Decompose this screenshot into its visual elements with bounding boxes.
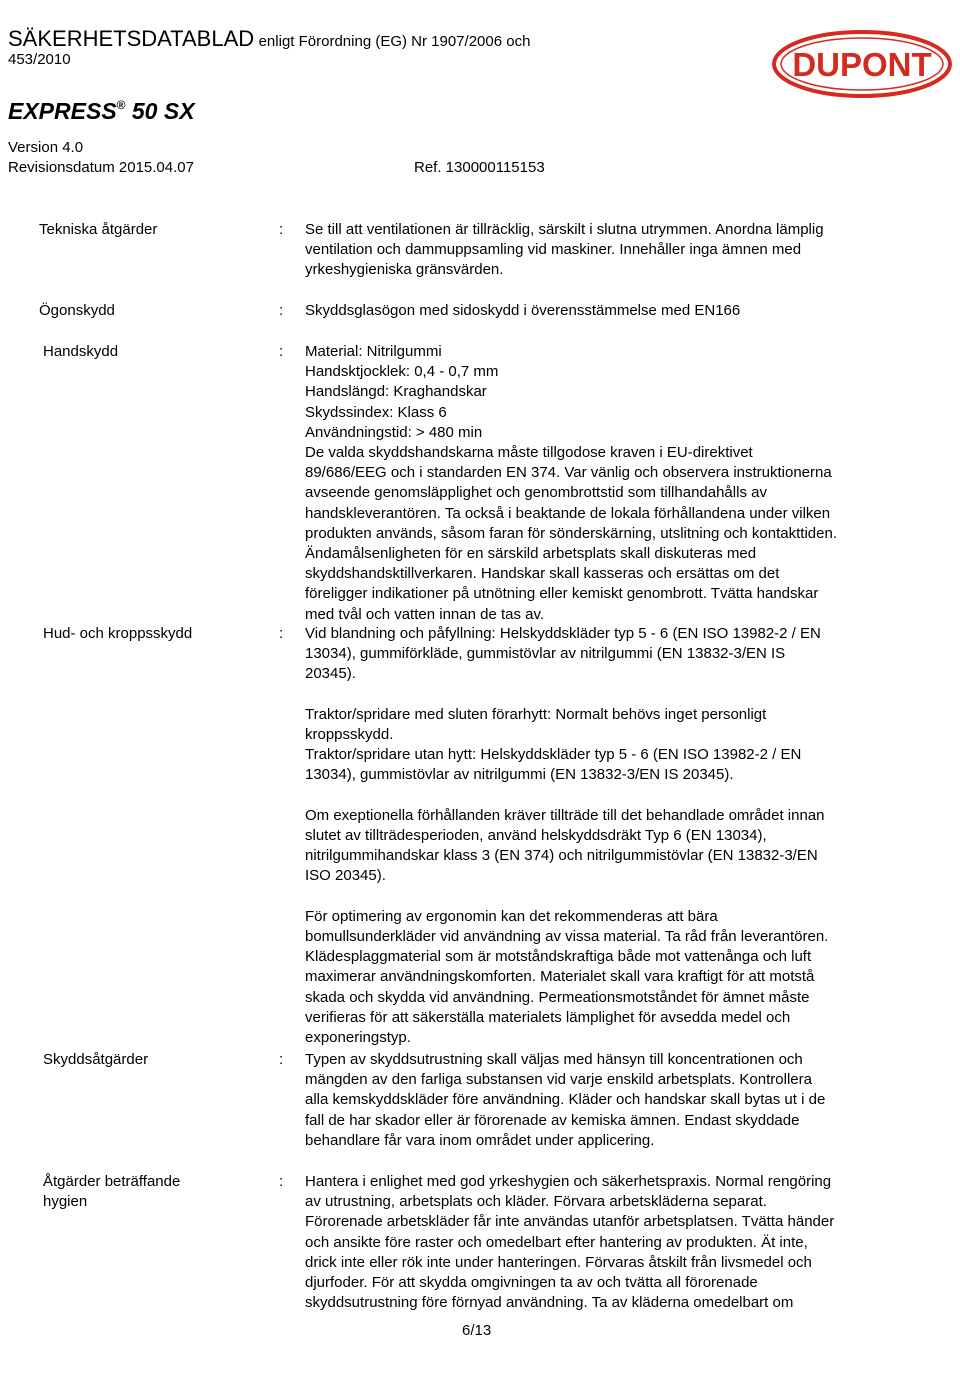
text-line: De valda skyddshandskarna måste tillgodose kraven i EU-direktivet (305, 444, 753, 462)
paragraph (305, 806, 935, 887)
text-line: 13034), gummistövlar av nitrilgummi (EN 13832-3/EN IS 20345). (305, 766, 734, 784)
text-line: Traktor/spridare med sluten förarhytt: Normalt behövs inget personligt (305, 705, 767, 723)
text-line: Handslängd: Kraghandskar (305, 383, 487, 401)
text-line: bomullsunderkläder vid användning av vissa material. Ta råd från leverantören. (305, 928, 829, 945)
product-name (8, 98, 195, 125)
revision-date: Revisionsdatum 2015.04.07 (8, 159, 194, 176)
text-line: djurfoder. För att skydda omgivningen ta av och tvätta all förorenade (305, 1274, 758, 1292)
colon: : (279, 221, 284, 238)
paragraph (305, 907, 935, 1048)
section-value (305, 301, 935, 321)
section-label: Tekniska åtgärder (39, 221, 158, 238)
section-label (43, 1172, 268, 1212)
text-line: För optimering av ergonomin kan det rekommenderas att bära (305, 907, 718, 925)
title-regulation: enligt Förordning (EG) Nr 1907/2006 och (258, 33, 531, 50)
text-line: kroppsskydd. (305, 726, 394, 743)
text-line: Ändamålsenligheten för en särskild arbetsplats skall diskuteras med (305, 545, 757, 563)
paragraph (305, 624, 935, 685)
text-line: verifieras för att säkerställa materialets lämplighet för avsedda medel och (305, 1008, 791, 1026)
text-line: skyddsutrustning före förnyad användning. Ta av kläderna omedelbart om (305, 1294, 794, 1312)
text-line: och ansikte före raster och omedelbart efter hantering av produkten. Ät inte, (305, 1233, 808, 1251)
text-line: Vid blandning och påfyllning: Helskyddskläder typ 5 - 6 (EN ISO 13982-2 / EN (305, 625, 821, 642)
text-line: 13034), gummiförkläde, gummistövlar av nitrilgummi (EN 13832-3/EN IS (305, 645, 786, 663)
text-line: avseende genomsläpplighet och genombrottstid som tillhandahålls av (305, 484, 767, 502)
text-line: föreligger indikationer på utnötning eller kemiskt genombrott. Tvätta handskar (305, 585, 819, 603)
text-line: Skyddsglasögon med sidoskydd i överensstämmelse med EN166 (305, 302, 741, 319)
label-line: hygien (43, 1193, 88, 1211)
text-line: Hantera i enlighet med god yrkeshygien och säkerhetspraxis. Normal rengöring (305, 1173, 832, 1190)
title-regulation-line2: 453/2010 (8, 51, 71, 68)
text-line: exponeringstyp. (305, 1029, 411, 1047)
version: Version 4.0 (8, 139, 84, 156)
text-line: Om exeptionella förhållanden kräver tillträde till det behandlade området innan (305, 806, 825, 824)
text-line: fall de har skador eller är förorenade av kemiska ämnen. Endast skyddade (305, 1111, 800, 1129)
section-value (305, 220, 935, 281)
text-line: behandlare får vara inom området under applicering. (305, 1131, 655, 1149)
text-line: drick inte eller rök inte under hanteringen. Förvaras åtskilt från livsmedel och (305, 1253, 812, 1271)
colon: : (279, 1173, 284, 1190)
text-line: ventilation och dammuppsamling vid maskiner. Innehåller inga ämnen med (305, 241, 802, 259)
text-line: skada och skydda vid användning. Permeationsmotståndet för ämnet måste (305, 988, 810, 1006)
reference-number: Ref. 130000115153 (414, 159, 545, 176)
section-label: Skyddsåtgärder (43, 1051, 149, 1068)
colon: : (279, 343, 284, 360)
label-line: Åtgärder beträffande (43, 1173, 181, 1190)
dupont-logo (770, 28, 954, 100)
title-main: SÄKERHETSDATABLAD (8, 26, 255, 51)
colon: : (279, 302, 284, 319)
section-value (305, 1050, 935, 1151)
text-line: Förorenade arbetskläder får inte användas utanför arbetsplatsen. Tvätta händer (305, 1213, 835, 1231)
text-line: Traktor/spridare utan hytt: Helskyddskläder typ 5 - 6 (EN ISO 13982-2 / EN (305, 746, 802, 764)
section-label: Handskydd (43, 343, 119, 360)
text-line: maximerar användningskomforten. Materialet skall vara kraftigt för att motstå (305, 968, 815, 986)
text-line: Se till att ventilationen är tillräcklig, särskilt i slutna utrymmen. Anordna lämplig (305, 221, 824, 238)
text-line: av utrustning, arbetsplats och kläder. Förvara arbetskläderna separat. (305, 1193, 767, 1211)
text-line: Skydssindex: Klass 6 (305, 403, 447, 421)
text-line: alla kemskyddskläder före användning. Kläder och handskar skall bytas ut i de (305, 1091, 826, 1109)
text-line: Användningstid: > 480 min (305, 423, 483, 441)
paragraph (305, 705, 935, 786)
section-value (305, 342, 935, 625)
text-line: 89/686/EEG och i standarden EN 374. Var vänlig och observera instruktionerna (305, 464, 832, 482)
section-value (305, 1172, 935, 1313)
colon: : (279, 1051, 284, 1068)
section-label: Hud- och kroppsskydd (43, 625, 193, 642)
product-suffix: 50 SX (131, 98, 195, 124)
document-title (8, 26, 530, 52)
section-label: Ögonskydd (39, 302, 115, 319)
text-line: nitrilgummihandskar klass 3 (EN 374) och nitrilgummistövlar (EN 13832-3/EN (305, 847, 818, 865)
text-line: Material: Nitrilgummi (305, 343, 442, 360)
text-line: slutet av tillträdesperioden, använd helskyddsdräkt Typ 6 (EN 13034), (305, 827, 767, 844)
registered-mark: ® (116, 98, 126, 112)
text-line: produkten används, såsom faran för sönderskärning, utslitning och kontakttiden. (305, 524, 837, 542)
page-number: 6/13 (462, 1322, 492, 1339)
text-line: Typen av skyddsutrustning skall väljas med hänsyn till koncentrationen och (305, 1051, 803, 1068)
text-line: handskleverantören. Ta också i beaktande de lokala förhållandena under vilken (305, 504, 831, 522)
section-value (305, 624, 935, 1048)
text-line: Handsktjocklek: 0,4 - 0,7 mm (305, 363, 499, 381)
text-line: yrkeshygieniska gränsvärden. (305, 261, 504, 279)
text-line: Klädesplaggmaterial som är motståndskraftiga både mot vattenånga och luft (305, 948, 812, 966)
text-line: 20345). (305, 665, 356, 683)
text-line: ISO 20345). (305, 867, 386, 885)
text-line: med tvål och vatten innan de tas av. (305, 605, 545, 623)
logo-text: DUPONT (792, 46, 932, 83)
product-name-text: EXPRESS (8, 98, 117, 124)
text-line: skyddshandsktillverkaren. Handskar skall kasseras och ersättas om det (305, 565, 780, 583)
text-line: mängden av den farliga substansen vid varje enskild arbetsplats. Kontrollera (305, 1071, 812, 1089)
colon: : (279, 625, 284, 642)
